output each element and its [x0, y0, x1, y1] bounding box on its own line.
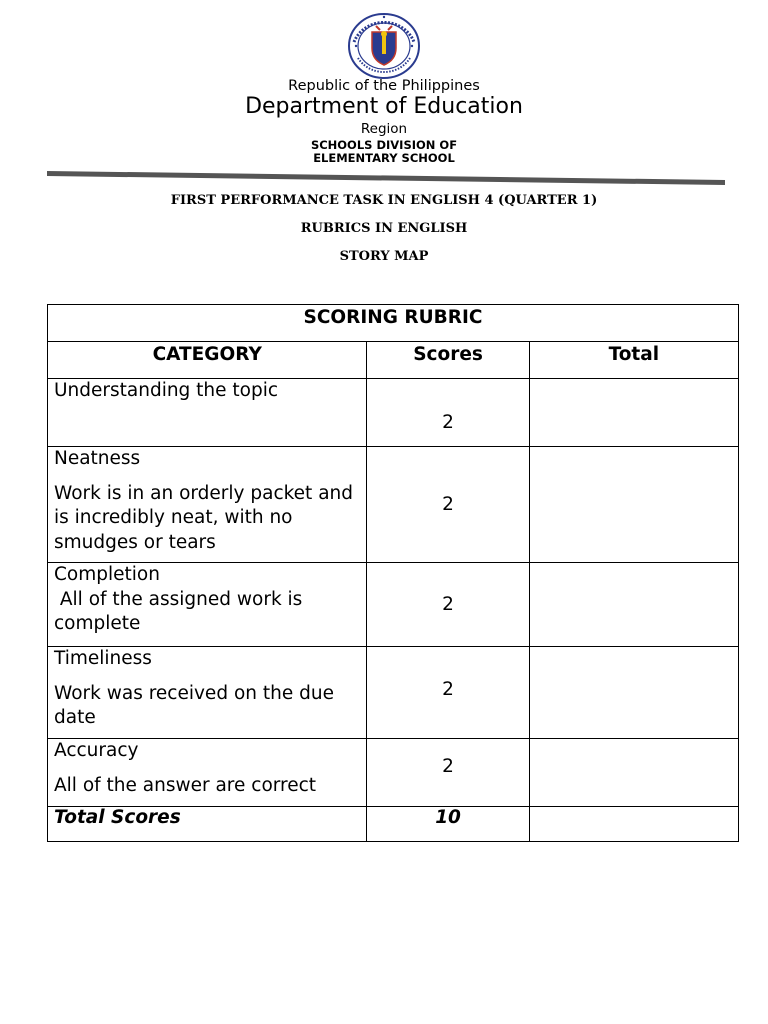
school-label: ELEMENTARY SCHOOL: [313, 151, 455, 165]
category-cell: [48, 563, 367, 647]
table-row: [48, 563, 739, 647]
table-title-row: [48, 305, 739, 342]
score-cell: 2: [367, 379, 529, 447]
task-title: FIRST PERFORMANCE TASK IN ENGLISH 4 (QUARTER 1): [170, 193, 598, 208]
category-cell: [48, 739, 367, 807]
republic-label: Republic of the Philippines: [288, 78, 480, 94]
category-name: Timeliness: [54, 648, 152, 669]
category-name: Neatness: [54, 448, 141, 469]
total-scores-value: 10: [367, 807, 529, 842]
division-label: SCHOOLS DIVISION OF: [310, 138, 458, 152]
total-scores-label: Total Scores: [48, 807, 367, 842]
table-row: [48, 647, 739, 739]
score-cell: 2: [367, 739, 529, 807]
topic-title: STORY MAP: [339, 249, 429, 264]
total-cell: [529, 379, 738, 447]
total-cell: [529, 647, 738, 739]
deped-seal-logo: [346, 12, 422, 80]
category-name: Accuracy: [54, 740, 139, 761]
table-row: [48, 379, 739, 447]
score-cell: 2: [367, 563, 529, 647]
category-description: Work was received on the due date: [54, 682, 334, 728]
rubric-title: SCORING RUBRIC: [48, 305, 739, 342]
score-cell: 2: [367, 447, 529, 563]
table-header-row: [48, 342, 739, 379]
region-label: Region: [360, 121, 408, 137]
table-row: [48, 447, 739, 563]
total-row: [48, 807, 739, 842]
category-description: All of the answer are correct: [54, 774, 317, 796]
table-row: [48, 739, 739, 807]
column-header-scores: Scores: [367, 342, 529, 379]
total-total-cell: [529, 807, 738, 842]
category-name: Completion: [54, 564, 160, 585]
column-header-category: CATEGORY: [48, 342, 367, 379]
category-name: Understanding the topic: [54, 380, 279, 401]
category-cell: [48, 447, 367, 563]
column-header-total: Total: [529, 342, 738, 379]
header-divider: [47, 168, 725, 188]
rubrics-title: RUBRICS IN ENGLISH: [300, 221, 468, 236]
total-cell: [529, 563, 738, 647]
scoring-rubric-table: [47, 304, 739, 842]
category-description: Work is in an orderly packet and is incredibly neat, with no smudges or tears: [54, 482, 353, 553]
total-cell: [529, 447, 738, 563]
score-cell: 2: [367, 647, 529, 739]
department-label: Department of Education: [245, 94, 523, 119]
category-cell: [48, 379, 367, 447]
total-cell: [529, 739, 738, 807]
category-description: All of the assigned work is complete: [54, 588, 309, 634]
category-cell: [48, 647, 367, 739]
